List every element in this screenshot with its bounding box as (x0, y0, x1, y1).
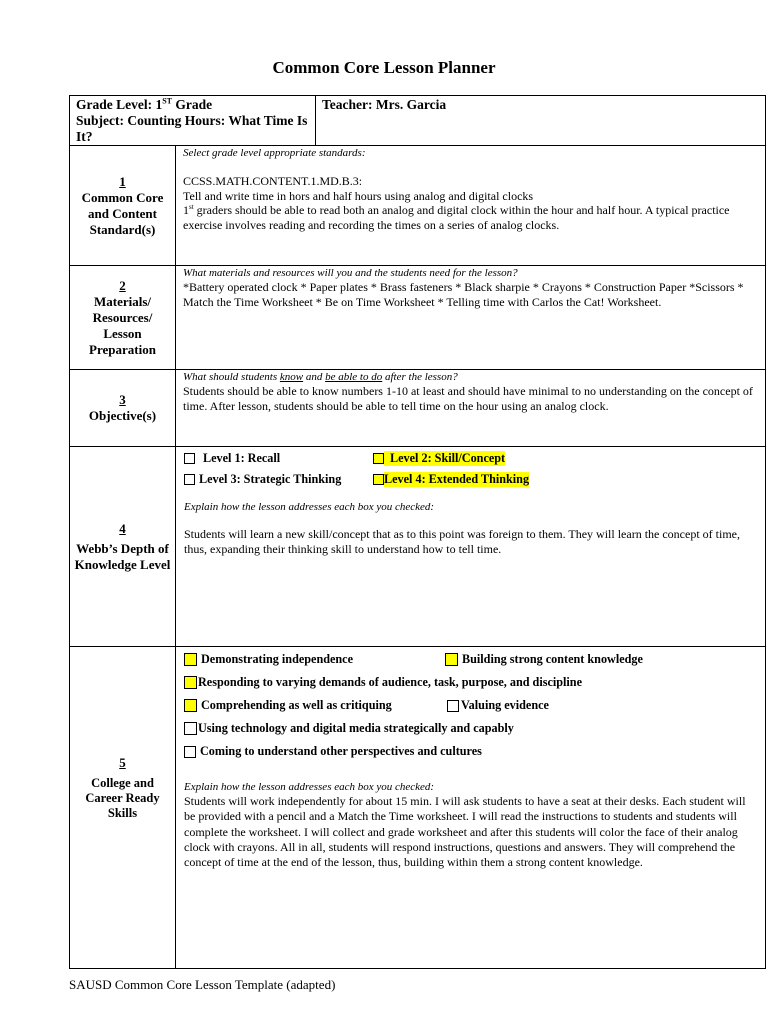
standard-code: CCSS.MATH.CONTENT.1.MD.B.3: (183, 174, 363, 188)
dok-row-1 (184, 448, 759, 469)
section-label-5: 5 College and Career Ready Skills (70, 647, 176, 969)
skills-row-2 (184, 671, 759, 694)
skill-label: Valuing evidence (461, 698, 549, 712)
dok-label: Level 3: Strategic Thinking (199, 472, 342, 486)
section-number: 1 (119, 173, 126, 189)
checkbox-technology[interactable] (184, 722, 197, 735)
section-row-2 (70, 266, 766, 370)
checkbox-responding[interactable] (184, 676, 197, 689)
section-content-1 (176, 146, 766, 266)
section-prompt: Explain how the lesson addresses each box you checked: (184, 501, 435, 513)
subject: Subject: Counting Hours: What Time Is It? (76, 113, 308, 144)
skills-row-5 (184, 740, 759, 763)
section-number: 3 (119, 392, 126, 407)
section-row-5 (70, 647, 766, 969)
section-label-3: 3 Objective(s) (70, 370, 176, 447)
header-row (70, 96, 766, 146)
dok-label: Level 1: Recall (203, 451, 281, 465)
checkbox-level-1[interactable] (184, 453, 195, 464)
page-title: Common Core Lesson Planner (272, 58, 496, 77)
checkbox-independence[interactable] (184, 653, 197, 666)
grade-level: Grade Level: 1ST Grade (76, 96, 213, 112)
section-label-4: 4 Webb’s Depth of Knowledge Level (70, 447, 176, 647)
skill-label: Building strong content knowledge (462, 652, 643, 666)
section-number: 5 (119, 755, 126, 770)
section-label-2: 2 Materials/ Resources/ Lesson Preparation (70, 266, 176, 370)
skill-label: Demonstrating independence (201, 652, 354, 666)
skill-label: Using technology and digital media strategically and capably (198, 721, 514, 735)
checkbox-content-knowledge[interactable] (445, 653, 458, 666)
section-content-5 (176, 647, 766, 969)
checkbox-level-3[interactable] (184, 474, 195, 485)
section-row-3 (70, 370, 766, 447)
skill-label: Comprehending as well as critiquing (201, 698, 392, 712)
checkbox-perspectives[interactable] (184, 746, 196, 758)
standard-note: 1st graders should be able to read both an analog and digital clock within the hour and half hour. A typical practice exercise involves reading and recording the times on a series of analog clocks. (183, 203, 730, 232)
skills-row-1 (184, 648, 759, 671)
lesson-planner-table (69, 95, 766, 969)
dok-label: Level 4: Extended Thinking (384, 472, 530, 486)
section-prompt: Select grade level appropriate standards: (183, 147, 366, 159)
materials-text: *Battery operated clock * Paper plates * Brass fasteners * Black sharpie * Crayons * Construction Paper *Scissors * Match the Time Worksheet * Be on Time Worksheet * Telling time with Carlos the Cat! Worksheet. (183, 280, 744, 309)
checkbox-comprehending[interactable] (184, 699, 197, 712)
checkbox-valuing-evidence[interactable] (447, 700, 459, 712)
section-number: 2 (119, 277, 126, 293)
section-prompt: Explain how the lesson addresses each box you checked: (184, 781, 435, 793)
section-content-4 (176, 447, 766, 647)
footer-text: SAUSD Common Core Lesson Template (adapted) (69, 977, 336, 992)
skill-label: Coming to understand other perspectives and cultures (200, 744, 482, 758)
grade-subject-cell (70, 96, 316, 146)
standard-text: Tell and write time in hors and half hours using analog and digital clocks (183, 188, 534, 203)
section-row-4 (70, 447, 766, 647)
section-content-3 (176, 370, 766, 447)
skill-label: Responding to varying demands of audience, task, purpose, and discipline (198, 675, 582, 689)
dok-explanation: Students will learn a new skill/concept that as to this point was foreign to them. They will learn the concept of time, thus, expanding their thinking skill to understand how to tell time. (184, 527, 740, 556)
teacher-cell (316, 96, 766, 146)
section-number: 4 (119, 520, 126, 536)
objective-text: Students should be able to know numbers 1-10 at least and should have minimal to no understanding on the concept of time. After lesson, students should be able to tell time on the hour using an analog clock. (183, 384, 753, 413)
skills-explanation: Students will work independently for about 15 min. I will ask students to have a seat at their desks. Each student will be provided with a pencil and a Match the Time worksheet. I will read the instructions to students and students will complete the worksheet. I will collect and grade worksheet and after this students will color the face of their analog clock with crayons. All in all, students will respond instructions, questions and answers. They will comprehend the concept of time at the end of the lesson, thus, building within them a strong content knowledge. (184, 794, 746, 870)
section-content-2 (176, 266, 766, 370)
section-prompt: What should students know and be able to do after the lesson? (183, 371, 458, 383)
dok-label: Level 2: Skill/Concept (384, 451, 505, 466)
section-label-1: 1 Common Core and Content Standard(s) (70, 146, 176, 266)
teacher: Teacher: Mrs. Garcia (322, 97, 447, 112)
checkbox-level-2[interactable] (373, 453, 384, 464)
dok-row-2 (184, 469, 759, 490)
section-row-1 (70, 146, 766, 266)
section-prompt: What materials and resources will you and the students need for the lesson? (183, 267, 518, 279)
skills-row-4 (184, 717, 759, 740)
checkbox-level-4[interactable] (373, 474, 384, 485)
skills-row-3 (184, 694, 759, 717)
